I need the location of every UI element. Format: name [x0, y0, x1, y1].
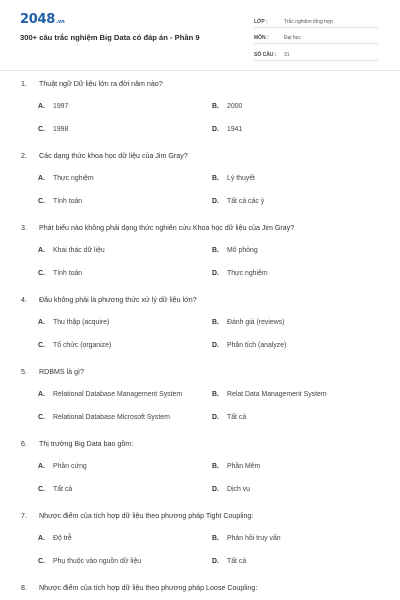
option-text: Tất cả	[227, 414, 247, 421]
option-text: Tổ chức (organize)	[53, 342, 112, 349]
option-letter: B.	[212, 391, 219, 398]
option-letter: B.	[212, 535, 219, 542]
option-text: Tính toán	[53, 270, 83, 277]
answer-option[interactable]	[38, 175, 94, 182]
answer-option[interactable]	[212, 126, 242, 133]
question-prompt: Đâu không phải là phương thức xử lý dữ liệu lớn?	[39, 296, 197, 304]
option-letter: A.	[38, 175, 45, 182]
option-letter: A.	[38, 319, 45, 326]
option-text: Tính toán	[53, 198, 83, 205]
question-number: 4.	[21, 296, 27, 304]
document-meta	[254, 14, 378, 64]
answer-option[interactable]	[38, 486, 72, 493]
question-text	[21, 440, 133, 448]
option-text: Tất cả các ý	[227, 198, 265, 205]
option-text: Khai thác dữ liệu	[53, 247, 105, 254]
option-letter: C.	[38, 270, 45, 277]
answer-option[interactable]	[38, 270, 82, 277]
option-text: Thực nghiệm	[227, 270, 268, 277]
option-letter: A.	[38, 463, 45, 470]
question-prompt: RDBMS là gì?	[39, 368, 84, 376]
question-text	[21, 80, 163, 88]
option-letter: D.	[212, 414, 219, 421]
option-letter: C.	[38, 126, 45, 133]
answer-option[interactable]	[212, 342, 286, 349]
question-number: 5.	[21, 368, 27, 376]
option-letter: D.	[212, 486, 219, 493]
question-text	[21, 152, 188, 160]
answer-option[interactable]	[212, 270, 268, 277]
option-letter: A.	[38, 103, 45, 110]
option-text: Lý thuyết	[227, 175, 255, 182]
question-number: 8.	[21, 584, 27, 592]
question-prompt: Nhược điểm của tích hợp dữ liệu theo phương pháp Tight Coupling:	[39, 512, 254, 520]
question-item	[0, 76, 400, 148]
option-text: Đánh giá (reviews)	[227, 319, 285, 326]
question-item	[0, 580, 400, 600]
question-prompt: Các dạng thức khoa học dữ liệu của Jim Gray?	[39, 152, 188, 160]
logo-text: 2048	[20, 12, 55, 27]
question-text	[21, 512, 253, 520]
option-letter: C.	[38, 486, 45, 493]
answer-option[interactable]	[38, 463, 87, 470]
option-letter: C.	[38, 198, 45, 205]
question-number: 7.	[21, 512, 27, 520]
option-letter: D.	[212, 126, 219, 133]
logo-domain: .vn	[55, 19, 65, 25]
question-item	[0, 364, 400, 436]
option-letter: B.	[212, 247, 219, 254]
answer-option[interactable]	[212, 319, 284, 326]
answer-option[interactable]	[38, 198, 82, 205]
meta-row-class	[254, 14, 378, 28]
option-text: Thu thập (acquire)	[53, 319, 110, 326]
site-logo[interactable]	[20, 12, 65, 28]
header-divider	[0, 70, 400, 71]
option-text: Relational Database Microsoft System	[53, 414, 170, 421]
option-letter: B.	[212, 319, 219, 326]
meta-row-count	[254, 47, 378, 61]
question-number: 6.	[21, 440, 27, 448]
option-text: Tất cả	[53, 486, 73, 493]
option-text: Relat Data Management System	[227, 391, 327, 398]
answer-option[interactable]	[212, 175, 255, 182]
question-item	[0, 220, 400, 292]
option-letter: C.	[38, 558, 45, 565]
option-letter: C.	[38, 342, 45, 349]
option-text: 2000	[227, 103, 243, 110]
option-text: 1997	[53, 103, 69, 110]
option-text: Phân tích (analyze)	[227, 342, 287, 349]
meta-value: 31	[284, 51, 290, 58]
option-text: Thực nghiệm	[53, 175, 94, 182]
question-prompt: Nhược điểm của tích hợp dữ liệu theo phương pháp Loose Coupling:	[39, 584, 258, 592]
question-item	[0, 292, 400, 364]
answer-option[interactable]	[212, 558, 246, 565]
option-letter: D.	[212, 558, 219, 565]
answer-option[interactable]	[38, 414, 170, 421]
question-number: 1.	[21, 80, 27, 88]
option-letter: A.	[38, 535, 45, 542]
answer-option[interactable]	[38, 319, 109, 326]
question-prompt: Thuật ngữ Dữ liệu lớn ra đời năm nào?	[39, 80, 163, 88]
option-text: Dịch vụ	[227, 486, 250, 493]
option-letter: B.	[212, 103, 219, 110]
meta-label: MÔN :	[254, 35, 269, 41]
option-text: 1941	[227, 126, 243, 133]
answer-option[interactable]	[38, 391, 182, 398]
option-letter: D.	[212, 270, 219, 277]
option-text: Phản hồi truy vấn	[227, 535, 281, 542]
answer-option[interactable]	[212, 486, 250, 493]
option-text: Mô phỏng	[227, 247, 258, 254]
option-letter: B.	[212, 463, 219, 470]
question-number: 2.	[21, 152, 27, 160]
question-text	[21, 368, 84, 376]
option-letter: D.	[212, 198, 219, 205]
question-item	[0, 436, 400, 508]
option-letter: B.	[212, 175, 219, 182]
answer-option[interactable]	[212, 535, 281, 542]
answer-option[interactable]	[38, 535, 72, 542]
answer-option[interactable]	[38, 342, 111, 349]
answer-option[interactable]	[212, 198, 264, 205]
answer-option[interactable]	[212, 414, 246, 421]
question-text	[21, 224, 294, 232]
answer-option[interactable]	[212, 247, 258, 254]
question-item	[0, 148, 400, 220]
answer-option[interactable]	[38, 247, 105, 254]
question-item	[0, 508, 400, 580]
answer-option[interactable]	[212, 103, 242, 110]
option-text: 1998	[53, 126, 69, 133]
option-text: Tất cả	[227, 558, 247, 565]
question-prompt: Phát biểu nào không phải dạng thức nghiên cứu Khoa học dữ liệu của Jim Gray?	[39, 224, 295, 232]
page-title: 300+ câu trắc nghiệm Big Data có đáp án - Phần 9	[20, 33, 200, 42]
question-number: 3.	[21, 224, 27, 232]
answer-option[interactable]	[38, 558, 141, 565]
option-text: Phần Mềm	[227, 463, 261, 470]
option-letter: D.	[212, 342, 219, 349]
option-text: Phụ thuộc vào nguồn dữ liệu	[53, 558, 142, 565]
meta-label: SỐ CÂU :	[254, 51, 277, 58]
option-text: Phần cứng	[53, 463, 87, 470]
meta-row-subject	[254, 31, 378, 45]
answer-option[interactable]	[38, 103, 68, 110]
page-header	[0, 0, 400, 70]
meta-value: Đại học	[284, 35, 301, 41]
question-text	[21, 584, 257, 592]
question-prompt: Thị trường Big Data bao gồm:	[39, 440, 134, 448]
meta-label: LỚP :	[254, 18, 268, 25]
option-letter: A.	[38, 247, 45, 254]
meta-value: Trắc nghiệm tổng hợp	[284, 18, 333, 25]
option-letter: C.	[38, 414, 45, 421]
option-text: Relational Database Management System	[53, 391, 183, 398]
answer-option[interactable]	[38, 126, 68, 133]
option-text: Độ trễ	[53, 535, 72, 542]
answer-option[interactable]	[212, 391, 327, 398]
answer-option[interactable]	[212, 463, 260, 470]
question-text	[21, 296, 197, 304]
option-letter: A.	[38, 391, 45, 398]
